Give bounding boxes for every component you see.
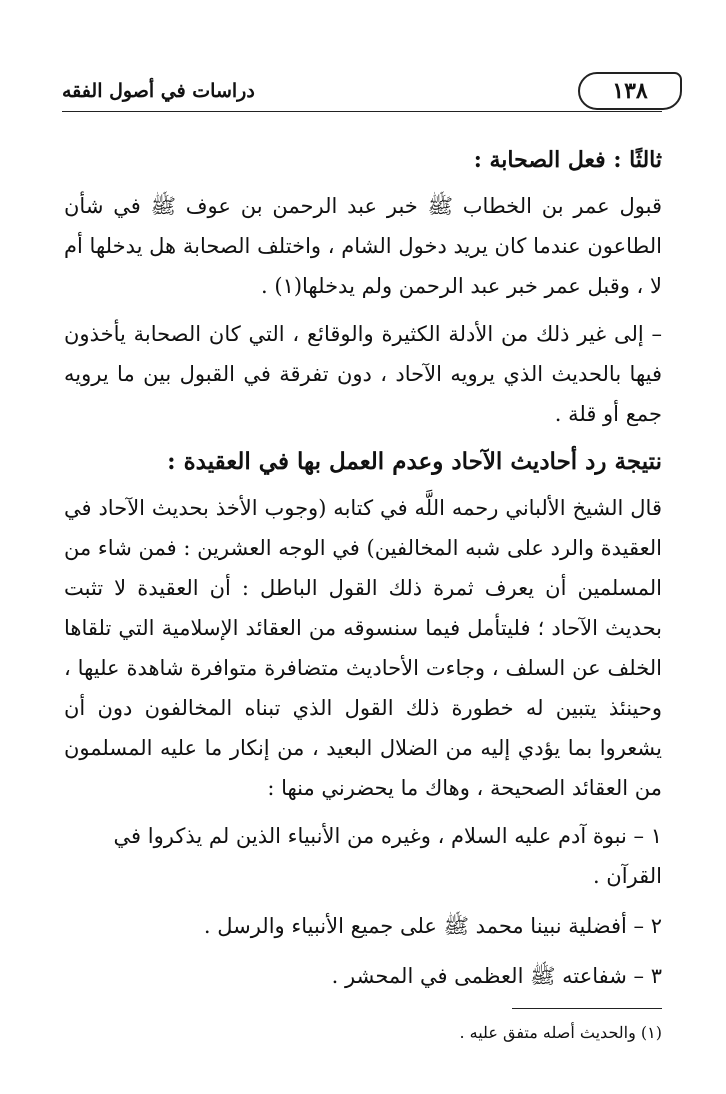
footnote: (١) والحديث أصله متفق عليه . xyxy=(459,1023,662,1042)
list-item-3: ٣ – شفاعته ﷺ العظمى في المحشر . xyxy=(331,964,662,988)
list-item-2: ٢ – أفضلية نبينا محمد ﷺ على جميع الأنبياء والرسل . xyxy=(203,914,662,938)
paragraph-umar: قبول عمر بن الخطاب ﷺ خبر عبد الرحمن بن عوف ﷺ في شأن الطاعون عندما كان يريد دخول الشام ، واختلف الصحابة هل يدخلها أم لا ، وقبل عمر خبر عبد الرحمن ولم يدخلها(١) . xyxy=(64,194,662,298)
footnote-divider xyxy=(512,1008,662,1009)
page-number: ١٣٨ xyxy=(578,72,682,110)
list-item-1: ١ – نبوة آدم عليه السلام ، وغيره من الأنبياء الذين لم يذكروا في القرآن . xyxy=(113,824,662,888)
paragraph-other-evidence: – إلى غير ذلك من الأدلة الكثيرة والوقائع ، التي كان الصحابة يأخذون فيها بالحديث الذي يرويه الآحاد ، دون تفرقة في القبول بين ما يرويه جمع أو قلة . xyxy=(64,322,662,426)
running-title: دراسات في أصول الفقه xyxy=(62,80,255,102)
section-heading-companions: ثالثًا : فعل الصحابة : xyxy=(473,147,662,173)
page-body xyxy=(64,140,662,1006)
header-divider xyxy=(62,111,662,112)
page-header xyxy=(62,72,682,112)
paragraph-albani-quote: قال الشيخ الألباني رحمه اللَّه في كتابه (وجوب الأخذ بحديث الآحاد في العقيدة والرد على شبه المخالفين) في الوجه العشرين : فمن شاء من المسلمين أن يعرف ثمرة ذلك القول الباطل : أن العقيدة لا تثبت بحديث الآحاد ؛ فليتأمل فيما سنسوقه من العقائد الإسلامية التي تلقاها الخلف عن السلف ، وجاءت الأحاديث متضافرة متوافرة شاهدة عليها ، وحينئذ يتبين له خطورة ذلك القول الذي تبناه المخالفون دون أن يشعروا بما يؤدي إليه من الضلال البعيد ، من إنكار ما عليه المسلمون من العقائد الصحيحة ، وهاك ما يحضرني منها : xyxy=(64,496,662,800)
section-heading-result: نتيجة رد أحاديث الآحاد وعدم العمل بها في العقيدة : xyxy=(167,448,662,475)
